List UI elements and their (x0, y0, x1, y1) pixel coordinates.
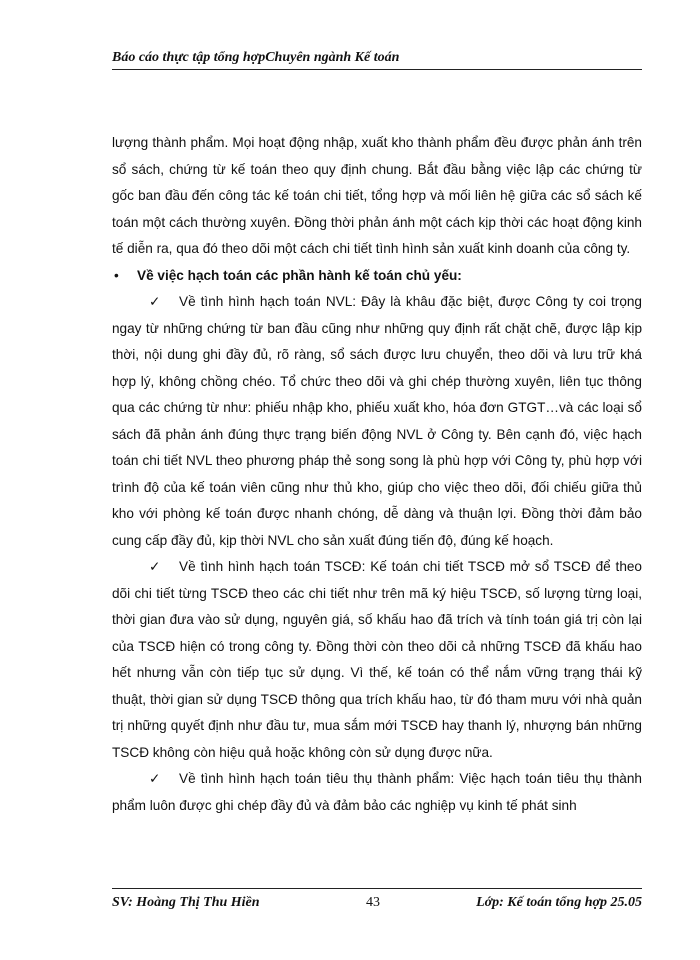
checkmark-icon: ✓ (149, 294, 161, 309)
section-heading (112, 263, 642, 290)
paragraph-tieu-thu (112, 766, 642, 819)
footer-divider (112, 888, 642, 889)
paragraph-nvl-text: Về tình hình hạch toán NVL: Đây là khâu đặc biệt, được Công ty coi trọng ngay từ những chứng từ ban đầu cũng như những quy định rất chặt chẽ, được lập kịp thời, nội dung ghi đầy đủ, rõ ràng, sổ sách được lưu chuyển, theo dõi và lưu trữ khá hợp lý, không chồng chéo. Tổ chức theo dõi và ghi chép thường xuyên, liên tục thông qua các chứng từ như: phiếu nhập kho, phiếu xuất kho, hóa đơn GTGT…và các loại sổ sách đã phản ánh đúng thực trạng biến động NVL ở Công ty. Bên cạnh đó, việc hạch toán chi tiết NVL theo phương pháp thẻ song song là phù hợp với Công ty, phù hợp với trình độ của kế toán viên cũng như thủ kho, giúp cho việc theo dõi, đối chiếu giữa thủ kho với phòng kế toán được nhanh chóng, dễ dàng và thuận lợi. Đồng thời đảm bảo cung cấp đầy đủ, kịp thời NVL cho sản xuất đúng tiến độ, đúng kế hoạch. (112, 294, 642, 548)
header-divider (112, 69, 642, 70)
paragraph-tieu-thu-text: Về tình hình hạch toán tiêu thụ thành phẩm: Việc hạch toán tiêu thụ thành phẩm luôn được ghi chép đầy đủ và đảm bảo các nghiệp vụ kinh tế phát sinh (112, 771, 642, 813)
paragraph-intro: lượng thành phẩm. Mọi hoạt động nhập, xuất kho thành phẩm đều được phản ánh trên sổ sách, chứng từ kế toán theo quy định chung. Bắt đầu bằng việc lập các chứng từ gốc ban đầu đến công tác kế toán chi tiết, tổng hợp và mối liên hệ giữa các sổ sách kế toán một cách thường xuyên. Đồng thời phản ánh một cách kịp thời các hoạt động kinh tế diễn ra, qua đó theo dõi một cách chi tiết tình hình sản xuất kinh doanh của công ty. (112, 135, 642, 256)
document-body (112, 130, 642, 819)
paragraph-tscd (112, 554, 642, 766)
footer-student-name: SV: Hoàng Thị Thu Hiền (112, 895, 260, 910)
paragraph-tscd-text: Về tình hình hạch toán TSCĐ: Kế toán chi tiết TSCĐ mở sổ TSCĐ để theo dõi chi tiết từng TSCĐ theo các chi tiết như trên mã ký hiệu TSCĐ, số lượng từng loại, thời gian đưa vào sử dụng, nguyên giá, số khấu hao đã trích và tính toán giá trị còn lại của TSCĐ hiện có trong công ty. Đồng thời còn theo dõi cả những TSCĐ đã khấu hao hết nhưng vẫn còn tiếp tục sử dụng. Vì thế, kế toán có thể nắm vững trạng thái kỹ thuật, thời gian sử dụng TSCĐ thông qua trích khấu hao, từ đó tham mưu với nhà quản trị những quyết định như đầu tư, mua sắm mới TSCĐ hay thanh lý, nhượng bán những TSCĐ không còn hiệu quả hoặc không còn sử dụng được nữa. (112, 559, 642, 760)
paragraph-nvl (112, 289, 642, 554)
page-number: 43 (366, 895, 380, 910)
bullet-icon: • (114, 267, 119, 283)
checkmark-icon: ✓ (149, 559, 161, 574)
section-heading-text: Về việc hạch toán các phần hành kế toán chủ yếu: (137, 267, 462, 283)
checkmark-icon: ✓ (149, 771, 161, 786)
page-header-title: Báo cáo thực tập tổng hợpChuyên ngành Kế toán (112, 50, 400, 65)
footer-class-name: Lớp: Kế toán tổng hợp 25.05 (476, 895, 642, 910)
